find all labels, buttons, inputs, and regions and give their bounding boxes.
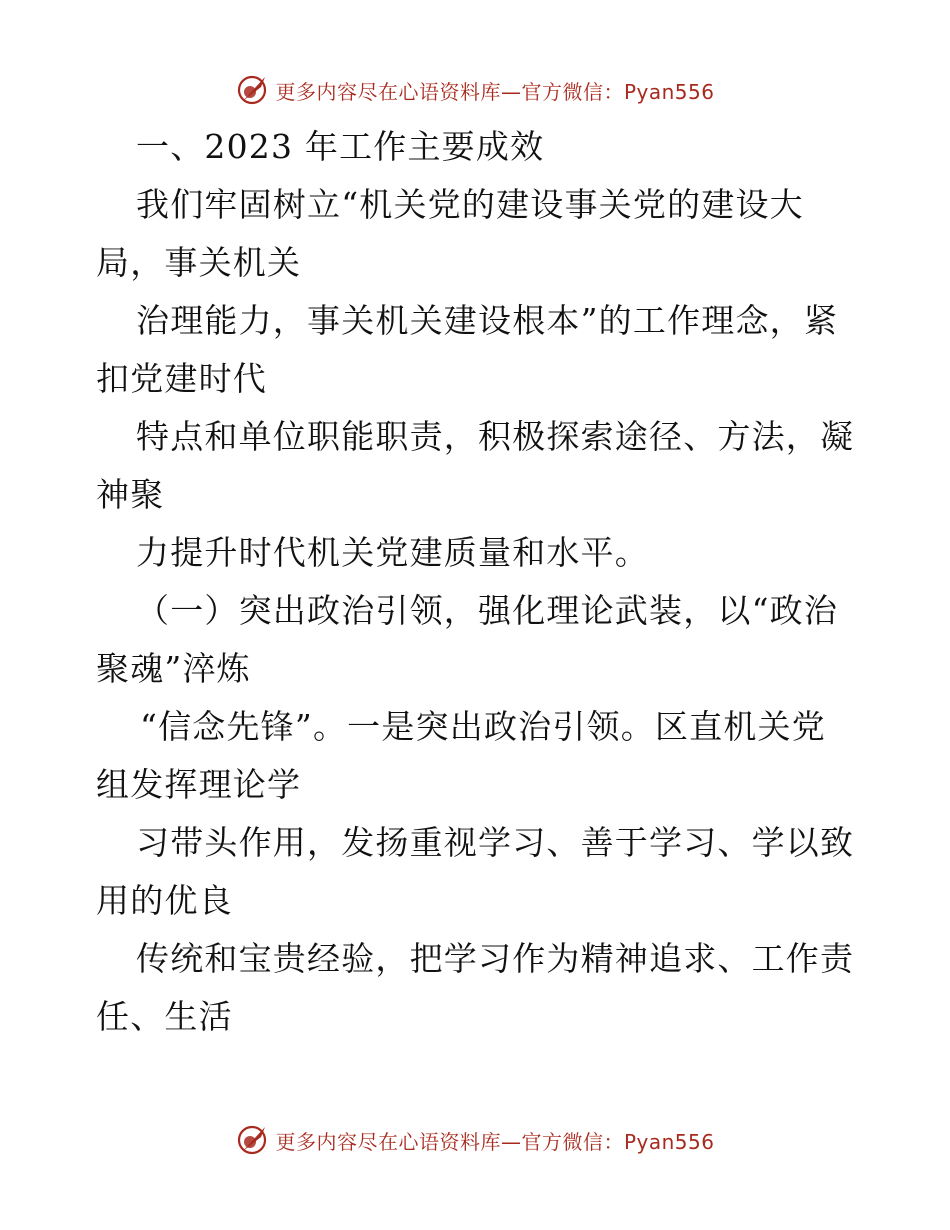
- paragraph-line: “信念先锋”。一是突出政治引领。区直机关党: [140, 707, 826, 746]
- section-heading: 一、2023 年工作主要成效: [136, 127, 545, 166]
- paragraph-line: 组发挥理论学: [96, 765, 302, 804]
- watermark-text: 更多内容尽在心语资料库—官方微信：Pyan556: [275, 79, 715, 104]
- subsection-heading-line: 聚魂”淬炼: [96, 649, 251, 688]
- header-watermark: [0, 70, 950, 110]
- paragraph-line: 力提升时代机关党建质量和水平。: [136, 533, 649, 572]
- paragraph-line: 传统和宝贵经验，把学习作为精神追求、工作责: [136, 939, 855, 978]
- paragraph-line: 神聚: [96, 475, 165, 514]
- footer-watermark: [0, 1120, 950, 1160]
- paragraph-line: 用的优良: [96, 881, 233, 920]
- paragraph-line: 任、生活: [96, 997, 233, 1036]
- paragraph-line: 治理能力，事关机关建设根本”的工作理念，紧: [136, 301, 839, 340]
- paragraph-line: 特点和单位职能职责，积极探索途径、方法，凝: [136, 417, 855, 456]
- watermark-text: 更多内容尽在心语资料库—官方微信：Pyan556: [275, 1129, 715, 1154]
- paragraph-line: 局，事关机关: [96, 243, 302, 282]
- document-body: [96, 118, 856, 1046]
- paragraph-line: 扣党建时代: [96, 359, 267, 398]
- paragraph-line: 我们牢固树立“机关党的建设事关党的建设大: [136, 185, 804, 224]
- paragraph-line: 习带头作用，发扬重视学习、善于学习、学以致: [136, 823, 855, 862]
- quill-pen-logo-icon: [235, 73, 269, 107]
- subsection-heading-line: （一）突出政治引领，强化理论武装，以“政治: [136, 591, 839, 630]
- quill-pen-logo-icon: [235, 1123, 269, 1157]
